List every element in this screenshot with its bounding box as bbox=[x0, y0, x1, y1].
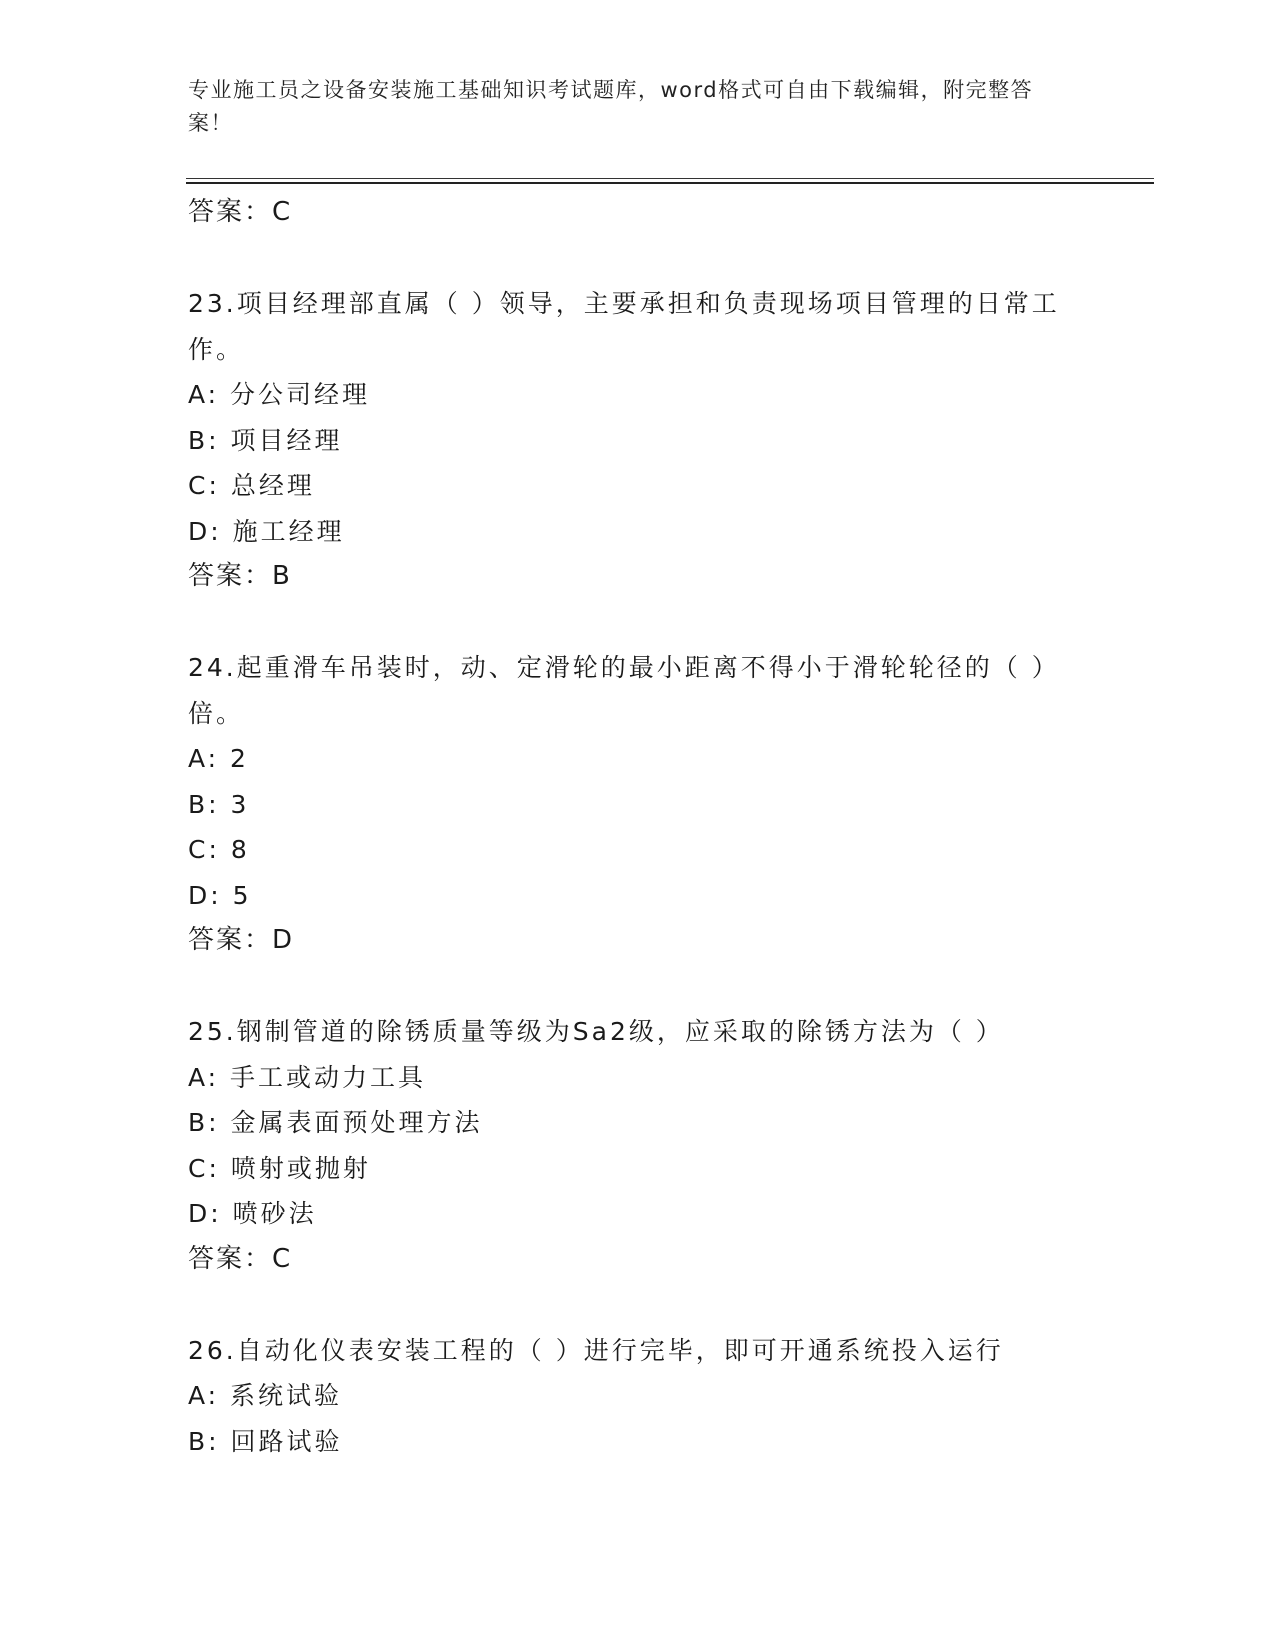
option-item: B: 回路试验 bbox=[188, 1426, 343, 1456]
document-header: 专业施工员之设备安装施工基础知识考试题库，word格式可自由下载编辑，附完整答案！ bbox=[188, 78, 1034, 135]
option-item: B: 金属表面预处理方法 bbox=[188, 1108, 483, 1137]
option-item: A: 2 bbox=[188, 744, 249, 773]
option-item: D: 施工经理 bbox=[188, 516, 345, 546]
question-text: 25.钢制管道的除锈质量等级为Sa2级，应采取的除锈方法为（ ） bbox=[188, 1017, 1004, 1046]
question-text: 26.自动化仪表安装工程的（ ）进行完毕，即可开通系统投入运行 bbox=[188, 1335, 1004, 1365]
header-rule-thin bbox=[186, 178, 1154, 179]
answer-line: 答案：B bbox=[188, 561, 292, 591]
spacer bbox=[188, 1282, 1088, 1328]
spacer bbox=[188, 600, 1088, 646]
answer-line: 答案：C bbox=[188, 1243, 293, 1274]
option-item: C: 喷射或抛射 bbox=[188, 1153, 371, 1183]
option-item: B: 3 bbox=[188, 789, 250, 819]
spacer bbox=[188, 964, 1088, 1010]
question-text: 23.项目经理部直属（ ）领导，主要承担和负责现场项目管理的日常工作。 bbox=[188, 289, 1060, 364]
question-list bbox=[188, 190, 1088, 1464]
option-item: A: 系统试验 bbox=[188, 1381, 343, 1410]
option-item: C: 8 bbox=[188, 835, 250, 864]
option-item: A: 分公司经理 bbox=[188, 380, 371, 409]
answer-line: 答案：D bbox=[188, 925, 295, 955]
question-text: 24.起重滑车吊装时，动、定滑轮的最小距离不得小于滑轮轮径的（ ）倍。 bbox=[188, 653, 1060, 728]
option-item: C: 总经理 bbox=[188, 471, 315, 500]
option-item: D: 喷砂法 bbox=[188, 1199, 317, 1228]
answer-line: 答案：C bbox=[188, 197, 293, 227]
spacer bbox=[188, 236, 1088, 282]
header-rule-thick bbox=[186, 182, 1154, 184]
option-item: D: 5 bbox=[188, 880, 252, 910]
option-item: B: 项目经理 bbox=[188, 425, 343, 455]
option-item: A: 手工或动力工具 bbox=[188, 1062, 427, 1092]
